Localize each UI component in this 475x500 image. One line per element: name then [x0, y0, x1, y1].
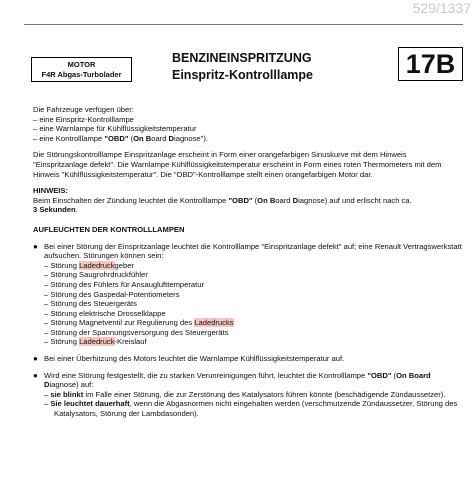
list-item: – Störung der Spannungsversorgung des Steuergeräts — [44, 328, 463, 338]
list-item: – eine Warnlampe für Kühlflüssigkeitstemperatur — [33, 124, 463, 134]
hinweis-label: HINWEIS: — [33, 186, 69, 196]
bullet-icon: ● — [33, 354, 38, 364]
obd-behavior-list — [44, 390, 463, 419]
description-paragraph: Die Störungskontrolllampe Einspritzanlage erscheint in Form einer orangefarbigen Sinuskurve mit dem Hinweis "Einspritzanlage defekt". Die Warnlampe Kühlflüssigkeitstemperatur erscheint in Form eines roten Thermometers mit dem Hinweis "Kühlflüssigkeitstemperatur". Die "OBD"-Kontrolllampe stellt einen orangefarbigen Motor dar. — [33, 150, 442, 179]
list-item: – Störung Ladedruck-Kreislauf — [44, 337, 463, 347]
hinweis-text: Beim Einschalten der Zündung leuchtet die Kontrolllampe "OBD" (On Board Diagnose) auf und erlischt nach ca. 3 Sekunden. — [33, 195, 412, 215]
header-divider — [24, 24, 463, 25]
list-item: – eine Kontrolllampe "OBD" (On Board Diagnose"). — [33, 134, 463, 144]
page-counter: 529/1337 — [412, 0, 471, 16]
intro-lead: Die Fahrzeuge verfügen über: — [33, 105, 134, 114]
list-item: – sie blinkt im Falle einer Störung, die zur Zerstörung des Katalysators führen könnte (beschädigende Zündaussetzer). — [44, 389, 446, 399]
list-item: – Störung Ladedruckgeber — [44, 261, 463, 271]
list-item: – eine Einspritz-Kontrolllampe — [33, 115, 463, 125]
bullet-item-injection-fault: ● Bei einer Störung der Einspritzanlage leuchtet die Kontrolllampe "Einspritzanlage defekt" auf; eine Renault Vertragswerkstatt aufsuchen. Störungen können sein: – Störung Ladedruckgeber – Störung Saugrohrdruckfühler – Störung des Fühlers für Ansauglufttemperatur – Störung des Gaspedal-Potentiometers – Störung des Steuergeräts – Störung elektrische Drosselklappe – Störung Magnetventil zur Regulierung des Ladedrucks – Störung der Spannungsversorgung des Steuergeräts – Störung Ladedruck-Kreislauf — [33, 242, 463, 348]
fault-list — [44, 261, 463, 347]
document-body — [33, 105, 463, 419]
list-item: – Störung Saugrohrdruckfühler — [44, 270, 463, 280]
bullet-item-overheating: ● Bei einer Überhitzung des Motors leuchtet die Warnlampe Kühlflüssigkeitstemperatur auf. — [33, 354, 345, 364]
section-line-2: F4R Abgas-Turbolader — [41, 70, 122, 79]
title-line-2: Einspritz-Kontrolllampe — [172, 68, 313, 82]
list-item: – Störung elektrische Drosselklappe — [44, 309, 463, 319]
list-item: – Störung Magnetventil zur Regulierung des Ladedrucks — [44, 318, 463, 328]
list-item: – Störung des Steuergeräts — [44, 299, 463, 309]
list-item: – Störung des Gaspedal-Potentiometers — [44, 290, 463, 300]
title-line-1: BENZINEINSPRITZUNG — [172, 51, 312, 65]
list-item: – Sie leuchtet dauerhaft, wenn die Abgasnormen nicht eingehalten werden (verschmutzende Zündaussetzer, Störung des Katalysators, Störung der Lambdasonden). — [44, 399, 458, 419]
bullet-icon: ● — [33, 241, 38, 251]
section-line-1: MOTOR — [67, 60, 96, 69]
chapter-code: 17B — [398, 47, 463, 81]
section-heading: AUFLEUCHTEN DER KONTROLLLAMPEN — [33, 224, 185, 234]
bullet-item-obd: ● Wird eine Störung festgestellt, die zu starken Verunreinigungen führt, leuchtet die Kontrolllampe "OBD" (On Board Diagnose) auf: – sie blinkt im Falle einer Störung, die zur Zerstörung des Katalysators führen könnte (beschädigende Zündaussetzer). – Sie leuchtet dauerhaft, wenn die Abgasnormen nicht eingehalten werden (verschmutzende Zündaussetzer, Störung des Katalysators, Störung der Lambdasonden). — [33, 371, 463, 419]
document-title — [172, 50, 313, 84]
bullet-icon: ● — [33, 370, 38, 380]
list-item: – Störung des Fühlers für Ansauglufttemperatur — [44, 280, 463, 290]
section-box — [31, 57, 132, 82]
intro-list — [33, 115, 463, 144]
